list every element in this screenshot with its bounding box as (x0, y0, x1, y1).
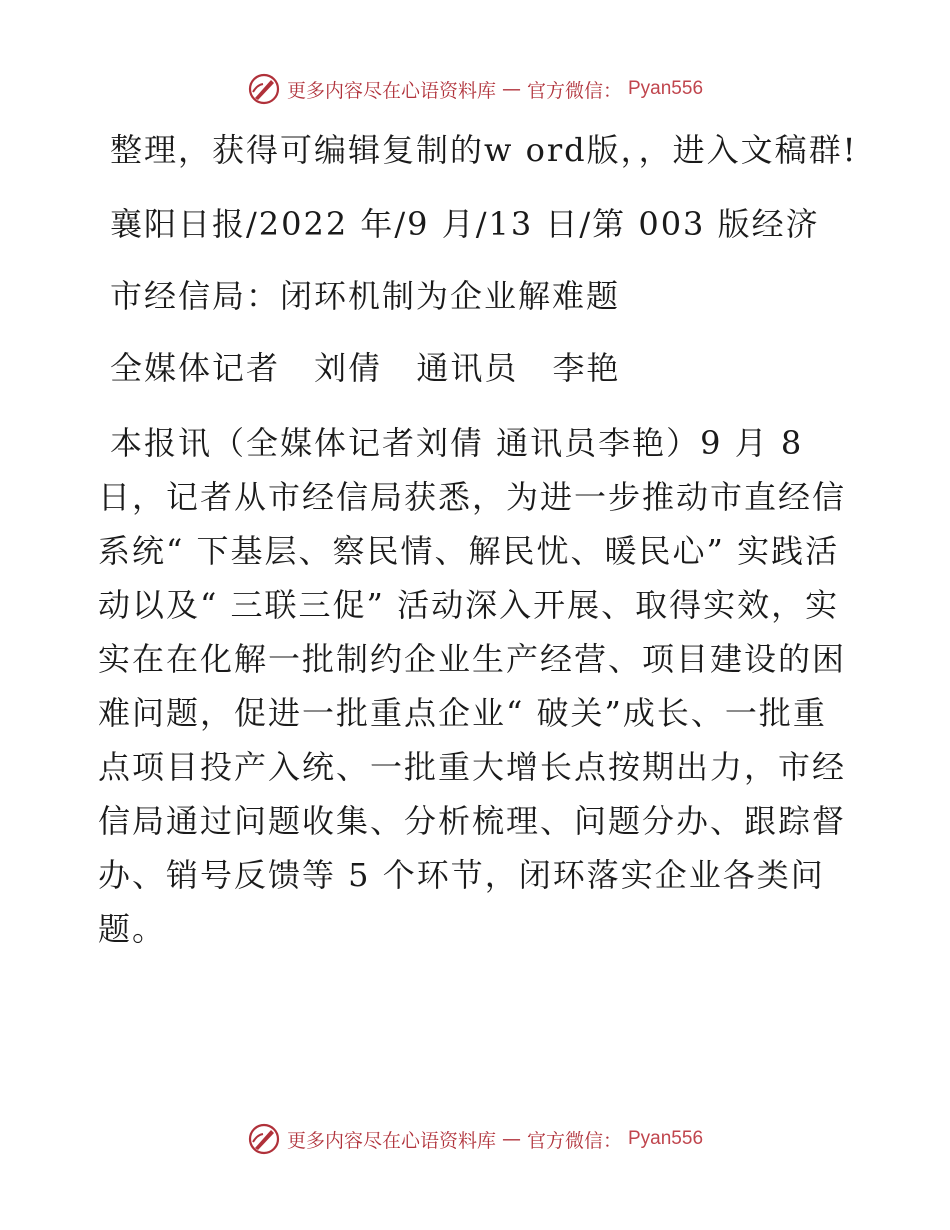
article-body: 本报讯（全媒体记者刘倩 通讯员李艳）9 月 8 日，记者从市经信局获悉，为进一步推动市直经信系统“ 下基层、察民情、解民忧、暖民心” 实践活动以及“ 三联三促” 活动深入开展、取得实效，实实在在化解一批制约企业生产经营、项目建设的困难问题，促进一批重点企业“ 破关”成长、一批重点项目投产入统、一批重大增长点按期出力，市经信局通过问题收集、分析梳理、问题分办、跟踪督办、销号反馈等 5 个环节，闭环落实企业各类问题。 (98, 424, 847, 948)
banner-account: Pyan556 (628, 1128, 704, 1149)
footer-banner (0, 1122, 950, 1156)
banner-text: 更多内容尽在心语资料库 (286, 79, 496, 102)
quill-pen-logo-icon (247, 72, 281, 106)
banner-text: 更多内容尽在心语资料库 (286, 1129, 496, 1152)
header-banner (0, 72, 950, 106)
source-line: 襄阳日报/2022 年/9 月/13 日/第 003 版经济 (110, 205, 820, 243)
banner-wechat-label: 官方微信： (526, 79, 622, 102)
banner-dash: — (501, 78, 521, 100)
banner-dash: — (501, 1128, 521, 1150)
banner-wechat-label: 官方微信： (526, 1129, 622, 1152)
quill-pen-logo-icon (247, 1122, 281, 1156)
intro-text: 整理，获得可编辑复制的w ord版，，进入文稿群! (110, 131, 858, 169)
byline: 全媒体记者 刘倩 通讯员 李艳 (110, 349, 621, 387)
document-body (98, 124, 858, 956)
headline: 市经信局：闭环机制为企业解难题 (110, 277, 621, 315)
banner-account: Pyan556 (628, 78, 704, 99)
